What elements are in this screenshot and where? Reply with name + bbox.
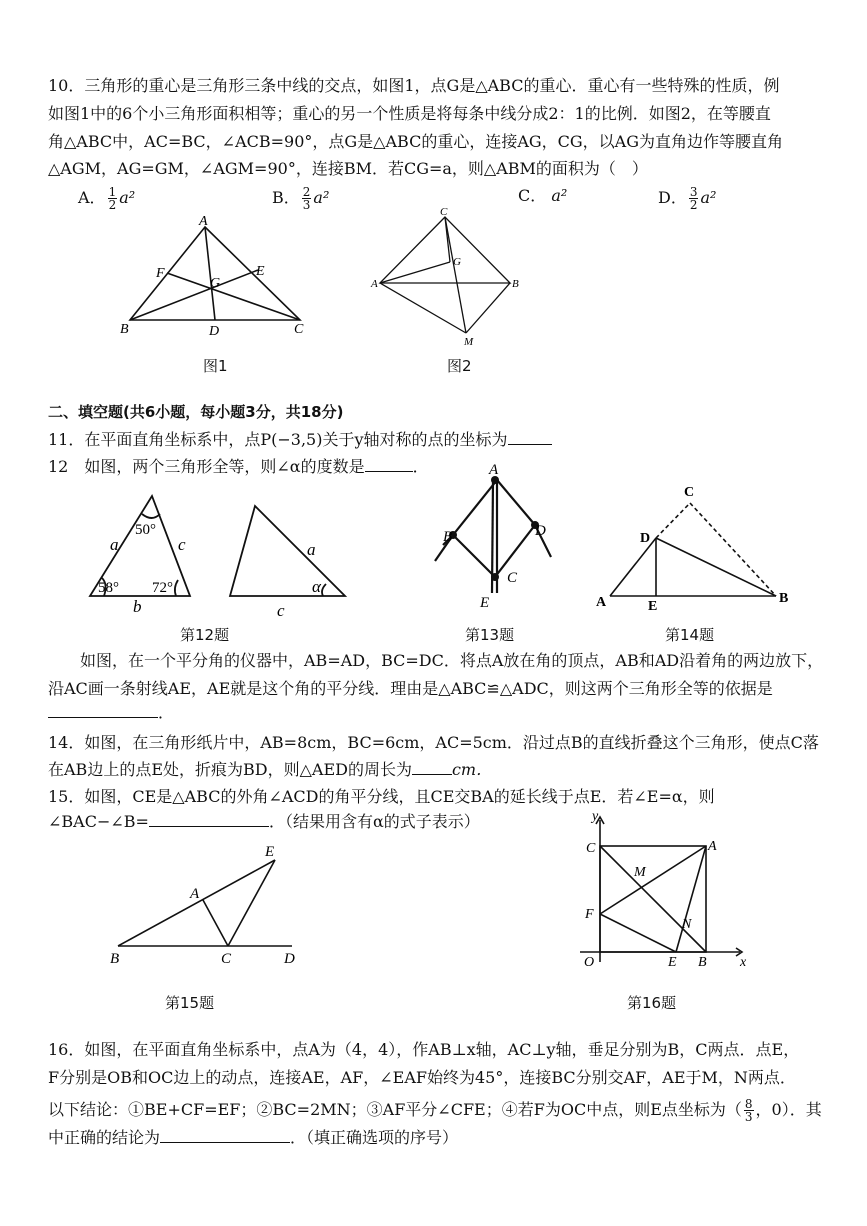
fig15-label-c: C [221,951,232,967]
caption-13: 第13题 [465,626,515,644]
figure-12-triangles [80,488,360,618]
fig12-angle-left: 58° [98,580,119,596]
q15-line2-text: ∠BAC−∠B= [48,812,149,831]
option-b-fraction: $\frac{2}{3}$ [302,185,311,212]
figure-13-instrument [435,462,565,611]
fig12-alpha: α [312,577,321,596]
fig12-angle-top: 50° [135,522,156,538]
caption-15: 第15题 [165,994,215,1012]
figure-14-fold [590,478,800,613]
option-a-label: A． [78,188,106,207]
q15-note: ．（结果用含有α的式子表示） [268,812,480,831]
fig16-label-x: x [740,955,747,970]
q12-blank[interactable] [365,471,413,472]
option-b-tail: a² [313,188,330,207]
fig16-label-c: C [586,841,596,856]
q16-line1: 16．如图，在平面直角坐标系中，点A为（4，4），作AB⊥x轴，AC⊥y轴，垂足分别为B，C两点．点E， [48,1040,800,1059]
q15-line2 [48,812,480,832]
q10-line1: 10．三角形的重心是三角形三条中线的交点，如图1，点G是△ABC的重心．重心有一些特殊的性质，例 [48,76,780,95]
fig16-label-f: F [585,907,594,922]
fig2-label-m: M [464,336,474,348]
fig12-label-c2: c [277,601,285,620]
fig1-label-e: E [256,264,265,279]
fig1-label-f: F [156,266,165,281]
option-c-label: C． [518,186,547,205]
fig14-label-a: A [596,595,607,610]
fig2-caption: 图2 [447,357,472,375]
fig15-label-a: A [190,886,200,902]
q16-blank[interactable] [160,1142,290,1143]
option-a [78,186,135,211]
q11 [48,430,552,450]
q12: 12 如图，两个三角形全等，则∠α的度数是 ． [48,457,429,476]
q16-line4-text: 中正确的结论为 [48,1128,161,1147]
figure-15-triangle [100,838,310,973]
q16-line3 [48,1098,822,1123]
fig16-label-a: A [708,839,717,854]
caption-16: 第16题 [627,994,677,1012]
fig14-label-d: D [640,531,651,546]
fig2-label-g: G [453,256,461,268]
caption-12: 第12题 [180,626,230,644]
q10-line3: 角△ABC中，AC=BC，∠ACB=90°，点G是△ABC的重心，连接AG，CG，以AG为直角边作等腰直角 [48,132,784,151]
fig1-label-g: G [210,276,221,291]
option-a-tail: a² [119,188,136,207]
fig13-label-e: E [480,595,490,611]
section-2-heading: 二、填空题(共6小题，每小题3分，共18分) [48,403,344,421]
fig14-label-b: B [779,591,789,606]
figure-16-coordinate [570,809,750,972]
fig1-label-a: A [199,214,208,229]
fig2-label-b: B [512,278,519,290]
option-b-label: B． [272,188,300,207]
fig2-label-a: A [371,278,378,290]
option-d-tail: a² [700,188,717,207]
q11-blank[interactable] [508,444,552,445]
q13-answer: ． [48,703,174,723]
q11-text: 11．在平面直角坐标系中，点P(−3,5)关于y轴对称的点的坐标为 [48,430,508,449]
fig12-label-a: a [110,535,119,554]
q15-line1: 15．如图，CE是△ABC的外角∠ACD的角平分线，且CE交BA的延长线于点E．若∠E=α，则 [48,787,715,806]
q14-line2 [48,760,492,780]
fig16-label-y: y [592,809,599,824]
q13-line1: 如图，在一个平分角的仪器中，AB=AD，BC=DC．将点A放在角的顶点，AB和AD沿着角的两边放下， [80,651,824,670]
option-d-fraction: $\frac{3}{2}$ [689,185,698,212]
q13-line2: 沿AC画一条射线AE，AE就是这个角的平分线．理由是△ABC≌△ADC，则这两个三角形全等的依据是 [48,679,773,698]
q16-note: ．（填正确选项的序号） [290,1128,459,1147]
fig12-angle-right: 72° [152,580,173,596]
figure-1-centroid [110,215,330,345]
q15-blank[interactable] [149,826,269,827]
fig16-label-m: M [634,865,646,880]
fig16-label-o: O [584,955,595,970]
fig1-caption: 图1 [203,357,228,375]
fig1-label-c: C [294,322,304,337]
fig16-label-b: B [698,955,707,970]
q10-line2: 如图1中的6个小三角形面积相等；重心的另一个性质是将每条中线分成2：1的比例．如图2，在等腰直 [48,104,771,123]
option-a-fraction: $\frac{1}{2}$ [108,185,117,212]
q16-line3-tail: ，0）．其 [755,1100,822,1119]
q10-line4: △AGM，AG=GM，∠AGM=90°，连接BM．若CG=a，则△ABM的面积为（ ） [48,159,648,178]
fig13-label-c: C [507,570,518,586]
fig16-label-e: E [668,955,677,970]
fig16-label-n: N [682,917,692,932]
fig14-label-c: C [684,485,695,500]
fig1-label-d: D [209,324,220,339]
q14-line2-text: 在AB边上的点E处，折痕为BD，则△AED的周长为 [48,760,412,779]
q16-line2: F分别是OB和OC边上的动点，连接AE，AF，∠EAF始终为45°，连接BC分别交AF，AE于M，N两点． [48,1068,796,1087]
fig15-label-d: D [284,951,295,967]
figure-2-isosceles [370,205,530,348]
fig14-label-e: E [648,599,658,614]
fig12-label-c: c [178,535,186,554]
q12-text: 12 如图，两个三角形全等，则∠α的度数是 [48,457,365,476]
fig2-label-c: C [440,206,448,218]
q14-blank[interactable] [412,774,452,775]
q16-line3-text: 以下结论：①BE+CF=EF；②BC=2MN；③AF平分∠CFE；④若F为OC中点，则E点坐标为（ [48,1100,742,1119]
option-c [518,186,567,206]
q14-unit: cm． [451,760,493,779]
q16-line4 [48,1128,458,1148]
q13-blank[interactable] [48,717,158,718]
fig12-label-b: b [133,597,142,616]
q16-fraction: $\frac{8}{3}$ [744,1097,753,1124]
fig13-label-d: D [535,523,546,539]
option-b [272,186,329,211]
q14-line1: 14．如图，在三角形纸片中，AB=8cm，BC=6cm，AC=5cm．沿过点B的直线折叠这个三角形，使点C落 [48,733,819,752]
fig12-label-a2: a [307,540,316,559]
caption-14: 第14题 [665,626,715,644]
fig13-label-b: B [443,529,453,545]
option-d [658,186,716,211]
option-d-label: D． [658,188,687,207]
fig13-label-a: A [489,462,499,478]
option-c-tail: a² [551,186,568,205]
fig15-label-e: E [265,844,275,860]
fig1-label-b: B [120,322,129,337]
fig15-label-b: B [110,951,120,967]
